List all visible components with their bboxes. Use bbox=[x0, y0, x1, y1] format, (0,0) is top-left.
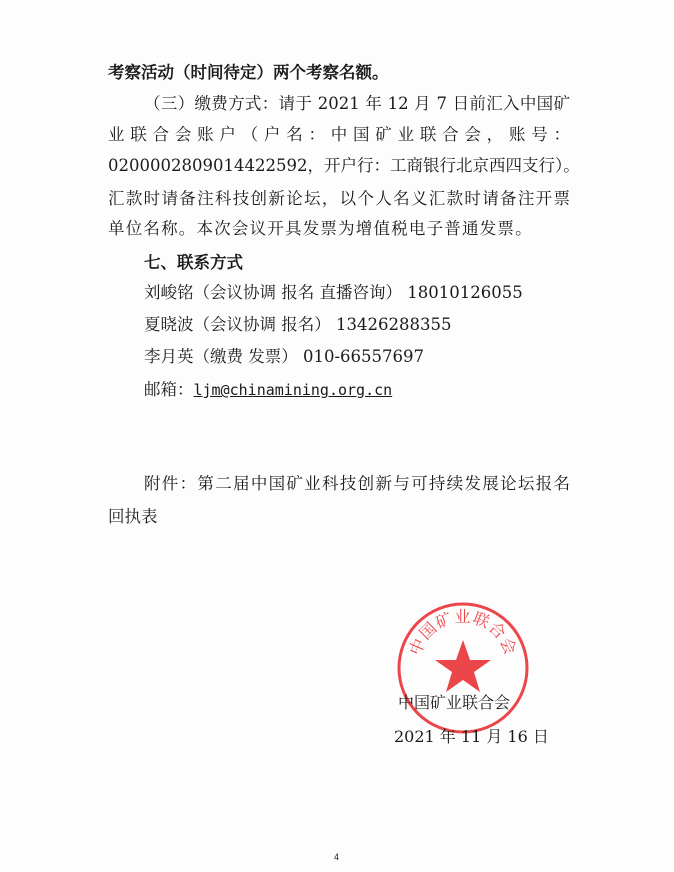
contact-item: 刘峻铭（会议协调 报名 直播咨询） 18010126055 bbox=[144, 283, 523, 302]
page-number: 4 bbox=[334, 852, 340, 862]
official-seal bbox=[395, 600, 531, 736]
signature-date: 2021 年 11 月 16 日 bbox=[394, 727, 549, 746]
payment-line: 单位名称。本次会议开具发票为增值税电子普通发票。 bbox=[108, 219, 533, 238]
contact-heading: 七、联系方式 bbox=[144, 253, 243, 272]
email-line bbox=[144, 379, 570, 401]
payment-line: 汇款时请备注科技创新论坛，以个人名义汇款时请备注开票 bbox=[108, 189, 570, 208]
email-label: 邮箱： bbox=[144, 380, 194, 399]
attachment-line: 附件：第二届中国矿业科技创新与可持续发展论坛报名 bbox=[144, 474, 570, 493]
attachment-line: 回执表 bbox=[108, 507, 158, 526]
payment-line: （三）缴费方式：请于 2021 年 12 月 7 日前汇入中国矿 bbox=[144, 94, 570, 113]
contact-item: 李月英（缴费 发票） 010-66557697 bbox=[144, 347, 425, 366]
signature-org: 中国矿业联合会 bbox=[398, 693, 511, 712]
email-link[interactable]: ljm@chinamining.org.cn bbox=[193, 381, 393, 399]
seal-star-icon bbox=[435, 640, 491, 692]
seal-text: 中国矿业联合会 bbox=[405, 607, 521, 658]
contact-item: 夏晓波（会议协调 报名） 13426288355 bbox=[144, 315, 452, 334]
payment-line: 业联合会账户（户名：中国矿业联合会，账号： bbox=[108, 125, 570, 144]
exam-quota-line: 考察活动（时间待定）两个考察名额。 bbox=[108, 63, 389, 82]
payment-line: 0200002809014422592，开户行：工商银行北京西四支行）。 bbox=[108, 156, 580, 175]
